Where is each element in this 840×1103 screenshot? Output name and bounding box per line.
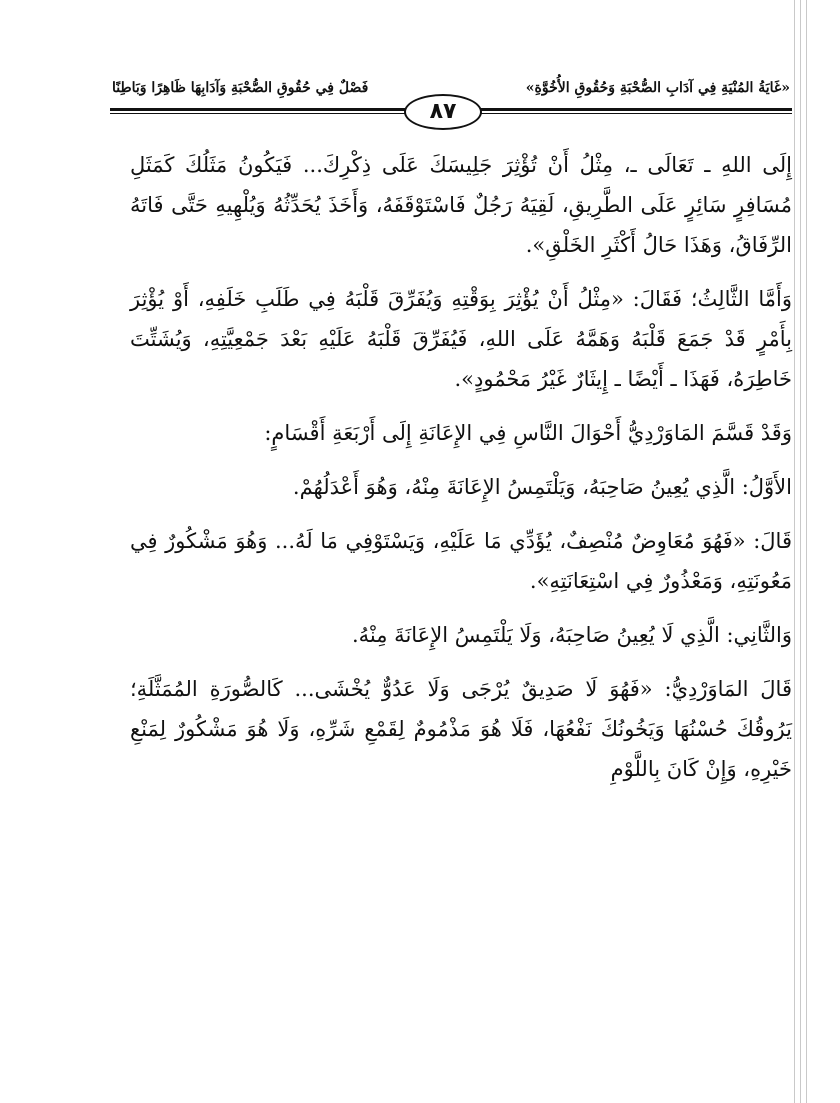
page-edge-line: [800, 0, 801, 1103]
book-title: «غَايَةُ المُنْيَةِ فِي آدَابِ الصُّحْبَةِ وَحُقُوقِ الأُخُوَّةِ»: [525, 80, 790, 96]
paragraph: الأَوَّلُ: الَّذِي يُعِينُ صَاحِبَهُ، وَيَلْتَمِسُ الإِعَانَةَ مِنْهُ، وَهُوَ أَعْدَلُهُمْ.: [292, 475, 792, 499]
paragraph: وَأَمَّا الثَّالِثُ؛ فَقَالَ: «مِثْلُ أَنْ يُؤْثِرَ بِوَقْتِهِ وَيُفَرِّقَ قَلْبَهُ فِي طَلَبِ خَلَفِهِ، أَوْ يُؤْثِرَ بِأَمْرٍ قَدْ جَمَعَ قَلْبَهُ وَهَمَّهُ عَلَى اللهِ، فَيُفَرِّقَ قَلْبَهُ عَلَيْهِ بَعْدَ جَمْعِيَّتِهِ، وَيُشَتِّتَ خَاطِرَهُ، فَهَذَا ـ أَيْضًا ـ إِيثَارٌ غَيْرُ مَحْمُودٍ».: [130, 287, 792, 391]
paragraph: إِلَى اللهِ ـ تَعَالَى ـ، مِثْلُ أَنْ تُؤْثِرَ جَلِيسَكَ عَلَى ذِكْرِكَ... فَيَكُونُ مَثَلُكَ كَمَثَلِ مُسَافِرٍ سَائِرٍ عَلَى الطَّرِيقِ، لَقِيَهُ رَجُلٌ فَاسْتَوْقَفَهُ، وَأَخَذَ يُحَدِّثُهُ وَيُلْهِيهِ حَتَّى فَاتَهُ الرِّفَاقُ، وَهَذَا حَالُ أَكْثَرِ الخَلْقِ».: [130, 153, 792, 257]
paragraph: قَالَ المَاوَرْدِيُّ: «فَهُوَ لَا صَدِيقٌ يُرْجَى وَلَا عَدُوٌّ يُخْشَى... كَالصُّورَةِ المُمَثَّلَةِ؛ يَرُوقُكَ حُسْنُهَا وَيَخُونُكَ نَفْعُهَا، فَلَا هُوَ مَذْمُومٌ لِقَمْعِ شَرِّهِ، وَلَا هُوَ مَشْكُورٌ لِمَنْعِ خَيْرِهِ، وَإِنْ كَانَ بِاللَّوْمِ: [130, 677, 792, 781]
page-edge-line: [806, 0, 807, 1103]
page-edge-line: [794, 0, 795, 1103]
page-number: ٨٧: [404, 94, 482, 130]
paragraph: وَالثَّانِي: الَّذِي لَا يُعِينُ صَاحِبَهُ، وَلَا يَلْتَمِسُ الإِعَانَةَ مِنْهُ.: [351, 623, 792, 647]
paragraph: قَالَ: «فَهُوَ مُعَاوِضٌ مُنْصِفٌ، يُؤَدِّي مَا عَلَيْهِ، وَيَسْتَوْفِي مَا لَهُ... وَهُوَ مَشْكُورٌ فِي مَعُونَتِهِ، وَمَعْذُورٌ فِي اسْتِعَانَتِهِ».: [130, 529, 792, 593]
chapter-title: فَصْلٌ فِي حُقُوقِ الصُّحْبَةِ وَآدَابِهَا ظَاهِرًا وَبَاطِنًا: [112, 80, 369, 96]
paragraph: وَقَدْ قَسَّمَ المَاوَرْدِيُّ أَحْوَالَ النَّاسِ فِي الإِعَانَةِ إِلَى أَرْبَعَةِ أَقْسَامٍ:: [264, 421, 792, 445]
body-text: [130, 145, 792, 803]
